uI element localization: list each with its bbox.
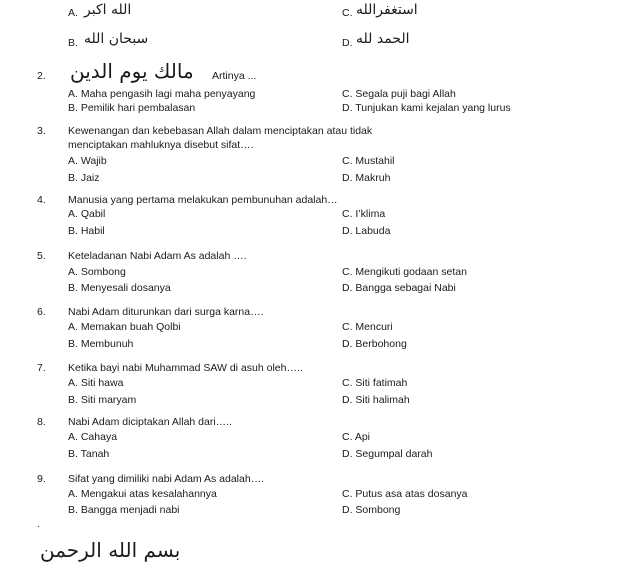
option-b: B. Tanah [68,448,110,460]
option-c: C. Mengikuti godaan setan [342,266,467,278]
option-d: D. Sombong [342,504,401,516]
question-number: 3. [37,125,46,137]
option-d: D. Siti halimah [342,394,410,406]
question-number: 5. [37,250,46,262]
question-text-line-2: menciptakan mahluknya disebut sifat…. [68,139,254,151]
option-a: A. Maha pengasih lagi maha penyayang [68,88,256,100]
option-a: A. Cahaya [68,431,118,443]
question-number: 8. [37,416,46,428]
option-d: D. Segumpal darah [342,448,433,460]
question-text: Keteladanan Nabi Adam As adalah …. [68,250,247,262]
option-b: B. Menyesali dosanya [68,282,171,294]
question-text: Kewenangan dan kebebasan Allah dalam menciptakan atau tidak [68,125,373,137]
option-c: C. I’klima [342,208,386,220]
question-text: Ketika bayi nabi Muhammad SAW di asuh oleh….. [68,362,303,374]
question-prompt: Artinya ... [212,70,257,82]
question-number: 9. [37,473,46,485]
option-a: A. Qabil [68,208,106,220]
option-c: C. Api [342,431,371,443]
option-d-arabic: الحمد لله [356,31,410,47]
bottom-arabic-text: بسم الله الرحمن [40,538,181,562]
option-a-letter: A. [68,7,78,19]
option-d-letter: D. [342,37,353,49]
option-d: D. Bangga sebagai Nabi [342,282,456,294]
question-number: 7. [37,362,46,374]
option-c: C. Putus asa atas dosanya [342,488,468,500]
question-text: Manusia yang pertama melakukan pembunuhan adalah… [68,194,338,206]
option-c: C. Siti fatimah [342,377,408,389]
option-a: A. Mengakui atas kesalahannya [68,488,217,500]
footer-mark: . [37,518,40,530]
question-number: 4. [37,194,46,206]
option-c: C. Mustahil [342,155,395,167]
option-a-arabic: الله اكبر [84,2,132,18]
question-arabic-text: مالك يوم الدين [70,59,194,83]
question-text: Nabi Adam diciptakan Allah dari….. [68,416,233,428]
option-c-arabic: استغفرالله [356,2,418,18]
option-b: B. Jaiz [68,172,100,184]
option-b-letter: B. [68,37,78,49]
option-b: B. Siti maryam [68,394,137,406]
option-a: A. Siti hawa [68,377,124,389]
option-d: D. Labuda [342,225,391,237]
option-a: A. Wajib [68,155,107,167]
question-text: Nabi Adam diturunkan dari surga karna…. [68,306,264,318]
option-b: B. Habil [68,225,105,237]
option-d: D. Tunjukan kami kejalan yang lurus [342,102,511,114]
question-number: 6. [37,306,46,318]
option-a: A. Sombong [68,266,126,278]
option-b-arabic: سبحان الله [84,31,149,47]
option-c: C. Mencuri [342,321,393,333]
option-d: D. Berbohong [342,338,407,350]
question-number: 2. [37,70,46,82]
option-c-letter: C. [342,7,353,19]
question-text: Sifat yang dimiliki nabi Adam As adalah…. [68,473,265,485]
option-a: A. Memakan buah Qolbi [68,321,181,333]
option-c: C. Segala puji bagi Allah [342,88,456,100]
option-b: B. Pemilik hari pembalasan [68,102,196,114]
option-d: D. Makruh [342,172,391,184]
option-b: B. Membunuh [68,338,134,350]
option-b: B. Bangga menjadi nabi [68,504,180,516]
